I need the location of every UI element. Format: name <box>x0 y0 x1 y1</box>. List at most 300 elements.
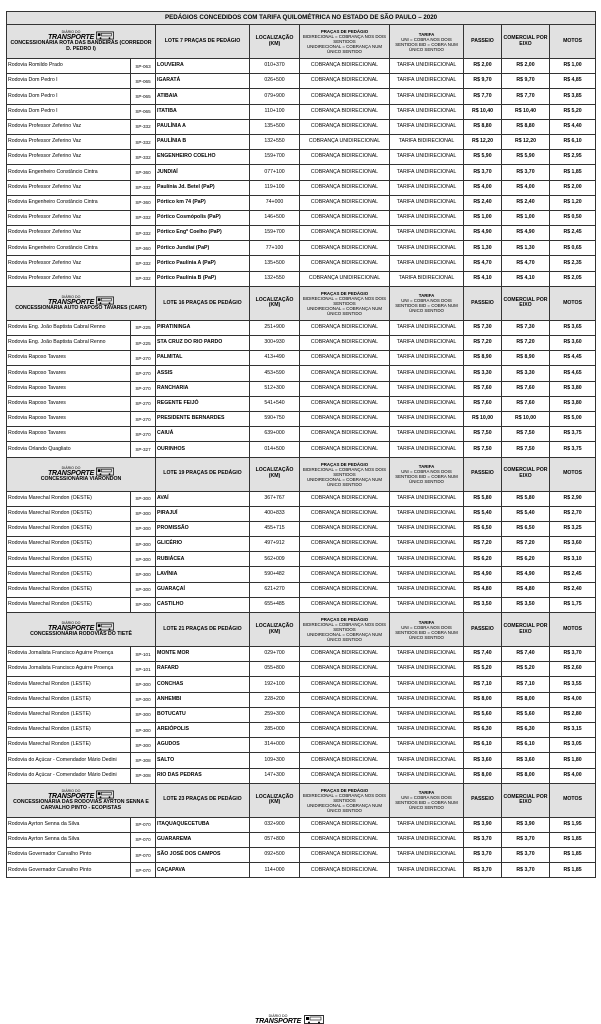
passeio-cell: R$ 4,90 <box>464 226 502 241</box>
praca-cell: PAULÍNIA B <box>156 134 250 149</box>
sp-code-cell: SP-300 <box>131 537 156 552</box>
passeio-cell: R$ 1,30 <box>464 241 502 256</box>
comercial-cell: R$ 1,00 <box>502 210 550 225</box>
motos-cell: R$ 2,90 <box>550 491 596 506</box>
table-row <box>7 427 596 442</box>
km-cell: 655+485 <box>250 597 300 612</box>
sp-code-cell: SP-332 <box>131 271 156 286</box>
comercial-header: COMERCIAL POR EIXO <box>502 613 550 647</box>
km-cell: 032+900 <box>250 817 300 832</box>
km-cell: 314+000 <box>250 738 300 753</box>
passeio-cell: R$ 3,70 <box>464 863 502 878</box>
tarifa-title: TARIFA <box>418 790 435 796</box>
title-row <box>7 12 596 25</box>
logo-line2: TRANSPORTE <box>47 34 95 42</box>
pracas-uni: UNIDIRECIONAL = COBRANÇA NUM ÚNICO SENTIDO <box>306 632 383 642</box>
passeio-cell: R$ 4,00 <box>464 180 502 195</box>
cobranca-cell: COBRANÇA BIDIRECIONAL <box>300 74 390 89</box>
tarifa-cell: TARIFA UNIDIRECIONAL <box>390 210 464 225</box>
passeio-cell: R$ 10,00 <box>464 411 502 426</box>
sp-code-cell: SP-332 <box>131 256 156 271</box>
passeio-cell: R$ 6,20 <box>464 552 502 567</box>
km-cell: 77+100 <box>250 241 300 256</box>
tarifa-cell: TARIFA UNIDIRECIONAL <box>390 74 464 89</box>
motos-cell: R$ 1,75 <box>550 597 596 612</box>
praca-cell: SÃO JOSÉ DOS CAMPOS <box>156 848 250 863</box>
motos-cell: R$ 5,00 <box>550 411 596 426</box>
rodovia-cell: Rodovia Dom Pedro I <box>7 89 131 104</box>
passeio-cell: R$ 7,40 <box>464 647 502 662</box>
tarifa-cell: TARIFA BIDIRECIONAL <box>390 134 464 149</box>
motos-cell: R$ 3,60 <box>550 336 596 351</box>
rodovia-cell: Rodovia Ayrton Senna da Silva <box>7 832 131 847</box>
cobranca-cell: COBRANÇA BIDIRECIONAL <box>300 351 390 366</box>
motos-cell: R$ 2,45 <box>550 226 596 241</box>
motos-cell: R$ 3,85 <box>550 89 596 104</box>
km-cell: 119+100 <box>250 180 300 195</box>
comercial-cell: R$ 5,80 <box>502 491 550 506</box>
pracas-uni: UNIDIRECIONAL = COBRANÇA NUM ÚNICO SENTIDO <box>306 305 383 316</box>
rodovia-cell: Rodovia Orlando Quagliato <box>7 442 131 457</box>
praca-cell: ENGENHEIRO COELHO <box>156 150 250 165</box>
cobranca-cell: COBRANÇA BIDIRECIONAL <box>300 427 390 442</box>
table-row <box>7 537 596 552</box>
km-cell: 159+700 <box>250 226 300 241</box>
comercial-cell: R$ 4,00 <box>502 180 550 195</box>
rodovia-cell: Rodovia Romildo Prado <box>7 59 131 74</box>
table-row <box>7 567 596 582</box>
motos-cell: R$ 1,85 <box>550 832 596 847</box>
passeio-cell: R$ 5,80 <box>464 491 502 506</box>
tarifa-title: TARIFA <box>418 293 435 299</box>
logo-line2: TRANSPORTE <box>255 1018 302 1024</box>
table-row <box>7 491 596 506</box>
table-row <box>7 119 596 134</box>
rodovia-cell: Rodovia Professor Zeferino Vaz <box>7 210 131 225</box>
table-row <box>7 320 596 335</box>
comercial-cell: R$ 5,90 <box>502 150 550 165</box>
motos-cell: R$ 1,85 <box>550 165 596 180</box>
table-row <box>7 832 596 847</box>
concessionaria-cell <box>7 613 156 647</box>
table-row <box>7 180 596 195</box>
passeio-cell: R$ 7,30 <box>464 320 502 335</box>
concessionaria-name: CONCESSIONÁRIA RODOVIAS DO TIETÊ <box>30 631 132 638</box>
motos-cell: R$ 2,35 <box>550 256 596 271</box>
cobranca-cell: COBRANÇA BIDIRECIONAL <box>300 180 390 195</box>
praca-cell: CASTILHO <box>156 597 250 612</box>
tarifa-cell: TARIFA UNIDIRECIONAL <box>390 256 464 271</box>
tarifa-cell: TARIFA UNIDIRECIONAL <box>390 537 464 552</box>
praca-cell: AVAÍ <box>156 491 250 506</box>
km-cell: 259+300 <box>250 707 300 722</box>
page-title: PEDÁGIOS CONCEDIDOS COM TARIFA QUILOMÉTRICA NO ESTADO DE SÃO PAULO – 2020 <box>7 12 596 25</box>
tarifa-cell: TARIFA UNIDIRECIONAL <box>390 768 464 783</box>
motos-cell: R$ 3,80 <box>550 381 596 396</box>
passeio-cell: R$ 3,50 <box>464 597 502 612</box>
comercial-cell: R$ 6,20 <box>502 552 550 567</box>
comercial-cell: R$ 3,70 <box>502 863 550 878</box>
tarifa-cell: TARIFA UNIDIRECIONAL <box>390 411 464 426</box>
cobranca-cell: COBRANÇA BIDIRECIONAL <box>300 256 390 271</box>
tarifa-title: TARIFA <box>418 31 435 37</box>
pracas-title: PRAÇAS DE PEDÁGIO <box>320 461 369 467</box>
cobranca-cell: COBRANÇA BIDIRECIONAL <box>300 165 390 180</box>
rodovia-cell: Rodovia Marechal Rondon (LESTE) <box>7 677 131 692</box>
comercial-cell: R$ 8,00 <box>502 768 550 783</box>
localizacao-header: LOCALIZAÇÃO (KM) <box>250 25 300 59</box>
rodovia-cell: Rodovia Marechal Rondon (OESTE) <box>7 506 131 521</box>
tarifa-cell: TARIFA UNIDIRECIONAL <box>390 597 464 612</box>
motos-cell: R$ 1,85 <box>550 863 596 878</box>
km-cell: 159+700 <box>250 150 300 165</box>
motos-cell: R$ 3,25 <box>550 521 596 536</box>
km-cell: 590+482 <box>250 567 300 582</box>
cobranca-cell: COBRANÇA BIDIRECIONAL <box>300 226 390 241</box>
passeio-cell: R$ 4,10 <box>464 271 502 286</box>
tarifa-cell: TARIFA UNIDIRECIONAL <box>390 59 464 74</box>
tarifa-cell: TARIFA UNIDIRECIONAL <box>390 753 464 768</box>
passeio-cell: R$ 8,90 <box>464 351 502 366</box>
km-cell: 639+000 <box>250 427 300 442</box>
praca-cell: Pórtico Cosmópolis (PaP) <box>156 210 250 225</box>
km-cell: 109+300 <box>250 753 300 768</box>
comercial-cell: R$ 3,70 <box>502 832 550 847</box>
sp-code-cell: SP-225 <box>131 320 156 335</box>
km-cell: 132+550 <box>250 134 300 149</box>
bus-icon <box>96 622 114 631</box>
table-row <box>7 662 596 677</box>
motos-cell: R$ 1,95 <box>550 817 596 832</box>
praca-cell: GLICÉRIO <box>156 537 250 552</box>
comercial-cell: R$ 3,60 <box>502 753 550 768</box>
passeio-cell: R$ 5,40 <box>464 506 502 521</box>
table-row <box>7 226 596 241</box>
passeio-cell: R$ 12,20 <box>464 134 502 149</box>
cobranca-cell: COBRANÇA BIDIRECIONAL <box>300 753 390 768</box>
cobranca-cell: COBRANÇA BIDIRECIONAL <box>300 210 390 225</box>
praca-cell: CAIUÁ <box>156 427 250 442</box>
table-row <box>7 165 596 180</box>
tarifa-desc: UNI = COBRA NOS DOIS SENTIDOS BID = COBRA NUM ÚNICO SENTIDO <box>395 469 458 484</box>
passeio-cell: R$ 4,70 <box>464 256 502 271</box>
section-header-row <box>7 783 596 817</box>
passeio-cell: R$ 7,70 <box>464 89 502 104</box>
diario-do-transporte-logo <box>255 1014 325 1024</box>
passeio-cell: R$ 7,60 <box>464 381 502 396</box>
rodovia-cell: Rodovia Professor Zeferino Vaz <box>7 271 131 286</box>
sp-code-cell: SP-270 <box>131 411 156 426</box>
cobranca-cell: COBRANÇA BIDIRECIONAL <box>300 817 390 832</box>
comercial-cell: R$ 3,70 <box>502 848 550 863</box>
km-cell: 029+700 <box>250 647 300 662</box>
sp-code-cell: SP-101 <box>131 662 156 677</box>
passeio-cell: R$ 4,90 <box>464 567 502 582</box>
comercial-cell: R$ 6,30 <box>502 722 550 737</box>
table-row <box>7 134 596 149</box>
rodovia-cell: Rodovia Engenheiro Constâncio Cintra <box>7 165 131 180</box>
tarifa-cell: TARIFA UNIDIRECIONAL <box>390 180 464 195</box>
sp-code-cell: SP-065 <box>131 104 156 119</box>
km-cell: 621+270 <box>250 582 300 597</box>
praca-cell: BOTUCATU <box>156 707 250 722</box>
passeio-cell: R$ 5,90 <box>464 150 502 165</box>
comercial-cell: R$ 4,10 <box>502 271 550 286</box>
motos-header: MOTOS <box>550 25 596 59</box>
logo-line1: DIÁRIO DO <box>61 789 81 794</box>
tarifa-cell: TARIFA UNIDIRECIONAL <box>390 427 464 442</box>
sp-code-cell: SP-308 <box>131 768 156 783</box>
passeio-cell: R$ 3,90 <box>464 817 502 832</box>
comercial-cell: R$ 7,70 <box>502 89 550 104</box>
rodovia-cell: Rodovia Marechal Rondon (LESTE) <box>7 722 131 737</box>
tarifa-cell: TARIFA UNIDIRECIONAL <box>390 104 464 119</box>
motos-cell: R$ 1,00 <box>550 59 596 74</box>
localizacao-header: LOCALIZAÇÃO (KM) <box>250 286 300 320</box>
motos-cell: R$ 4,45 <box>550 351 596 366</box>
pracas-header <box>300 613 390 647</box>
passeio-cell: R$ 3,70 <box>464 832 502 847</box>
cobranca-cell: COBRANÇA BIDIRECIONAL <box>300 537 390 552</box>
tarifa-cell: TARIFA UNIDIRECIONAL <box>390 241 464 256</box>
comercial-cell: R$ 4,90 <box>502 567 550 582</box>
table-row <box>7 863 596 878</box>
table-row <box>7 195 596 210</box>
cobranca-cell: COBRANÇA BIDIRECIONAL <box>300 722 390 737</box>
motos-header: MOTOS <box>550 286 596 320</box>
passeio-cell: R$ 3,70 <box>464 165 502 180</box>
cobranca-cell: COBRANÇA UNIDIRECIONAL <box>300 271 390 286</box>
table-row <box>7 768 596 783</box>
rodovia-cell: Rodovia Governador Carvalho Pinto <box>7 848 131 863</box>
rodovia-cell: Rodovia Raposo Tavares <box>7 381 131 396</box>
km-cell: 132+550 <box>250 271 300 286</box>
localizacao-header: LOCALIZAÇÃO (KM) <box>250 613 300 647</box>
toll-table <box>6 11 596 878</box>
km-cell: 455+715 <box>250 521 300 536</box>
localizacao-header: LOCALIZAÇÃO (KM) <box>250 457 300 491</box>
comercial-cell: R$ 3,70 <box>502 165 550 180</box>
tarifa-cell: TARIFA UNIDIRECIONAL <box>390 150 464 165</box>
table-row <box>7 442 596 457</box>
rodovia-cell: Rodovia Jornalista Francisco Aguirre Proença <box>7 647 131 662</box>
rodovia-cell: Rodovia Professor Zeferino Vaz <box>7 256 131 271</box>
concessionaria-name: CONCESSIONÁRIA AUTO RAPOSO TAVARES (CART) <box>15 305 147 312</box>
tarifa-desc: UNI = COBRA NOS DOIS SENTIDOS BID = COBRA NUM ÚNICO SENTIDO <box>395 298 458 314</box>
cobranca-cell: COBRANÇA BIDIRECIONAL <box>300 150 390 165</box>
rodovia-cell: Rodovia Eng. João Baptista Cabral Renno <box>7 336 131 351</box>
praca-cell: OURINHOS <box>156 442 250 457</box>
praca-cell: RANCHARIA <box>156 381 250 396</box>
cobranca-cell: COBRANÇA BIDIRECIONAL <box>300 411 390 426</box>
sp-code-cell: SP-300 <box>131 707 156 722</box>
lote-header: LOTE 19 PRAÇAS DE PEDÁGIO <box>156 457 250 491</box>
km-cell: 497+912 <box>250 537 300 552</box>
sp-code-cell: SP-300 <box>131 582 156 597</box>
praca-cell: CAÇAPAVA <box>156 863 250 878</box>
pracas-header <box>300 457 390 491</box>
sp-code-cell: SP-360 <box>131 195 156 210</box>
comercial-cell: R$ 10,40 <box>502 104 550 119</box>
km-cell: 010+370 <box>250 59 300 74</box>
motos-cell: R$ 1,85 <box>550 848 596 863</box>
motos-cell: R$ 3,65 <box>550 320 596 335</box>
sp-code-cell: SP-063 <box>131 59 156 74</box>
pracas-bi: BIDIRECIONAL = COBRANÇA NOS DOIS SENTIDOS <box>302 34 387 44</box>
footer-logo <box>255 1004 325 1024</box>
sp-code-cell: SP-300 <box>131 677 156 692</box>
tarifa-cell: TARIFA UNIDIRECIONAL <box>390 320 464 335</box>
comercial-cell: R$ 7,60 <box>502 396 550 411</box>
rodovia-cell: Rodovia Professor Zeferino Vaz <box>7 134 131 149</box>
lote-header: LOTE 21 PRAÇAS DE PEDÁGIO <box>156 613 250 647</box>
section-header-row <box>7 286 596 320</box>
tarifa-cell: TARIFA UNIDIRECIONAL <box>390 506 464 521</box>
passeio-cell: R$ 7,10 <box>464 677 502 692</box>
cobranca-cell: COBRANÇA BIDIRECIONAL <box>300 521 390 536</box>
motos-cell: R$ 3,05 <box>550 738 596 753</box>
rodovia-cell: Rodovia Governador Carvalho Pinto <box>7 863 131 878</box>
praca-cell: PIRATININGA <box>156 320 250 335</box>
logo-line1: DIÁRIO DO <box>61 30 81 35</box>
table-row <box>7 74 596 89</box>
km-cell: 541+540 <box>250 396 300 411</box>
pracas-uni: UNIDIRECIONAL = COBRANÇA NUM ÚNICO SENTIDO <box>306 44 383 54</box>
praca-cell: ATIBAIA <box>156 89 250 104</box>
cobranca-cell: COBRANÇA BIDIRECIONAL <box>300 506 390 521</box>
rodovia-cell: Rodovia Marechal Rondon (OESTE) <box>7 582 131 597</box>
praca-cell: REGENTE FEIJÓ <box>156 396 250 411</box>
comercial-header: COMERCIAL POR EIXO <box>502 286 550 320</box>
tarifa-cell: TARIFA UNIDIRECIONAL <box>390 662 464 677</box>
concessionaria-cell <box>7 783 156 817</box>
section-header-row <box>7 25 596 59</box>
motos-cell: R$ 2,45 <box>550 567 596 582</box>
sp-code-cell: SP-270 <box>131 351 156 366</box>
rodovia-cell: Rodovia Marechal Rondon (LESTE) <box>7 707 131 722</box>
rodovia-cell: Rodovia do Açúcar - Comendador Mário Dedini <box>7 753 131 768</box>
motos-cell: R$ 2,05 <box>550 271 596 286</box>
pracas-uni: UNIDIRECIONAL = COBRANÇA NUM ÚNICO SENTIDO <box>306 476 383 487</box>
lote-header: LOTE 7 PRAÇAS DE PEDÁGIO <box>156 25 250 59</box>
sp-code-cell: SP-300 <box>131 722 156 737</box>
bus-icon <box>96 296 114 305</box>
table-row <box>7 366 596 381</box>
table-row <box>7 271 596 286</box>
tarifa-desc: UNI = COBRA NOS DOIS SENTIDOS BID = COBRA NUM ÚNICO SENTIDO <box>395 36 458 52</box>
tarifa-header <box>390 457 464 491</box>
cobranca-cell: COBRANÇA BIDIRECIONAL <box>300 848 390 863</box>
cobranca-cell: COBRANÇA BIDIRECIONAL <box>300 707 390 722</box>
cobranca-cell: COBRANÇA BIDIRECIONAL <box>300 320 390 335</box>
pracas-title: PRAÇAS DE PEDÁGIO <box>320 29 369 34</box>
table-row <box>7 692 596 707</box>
sp-code-cell: SP-300 <box>131 692 156 707</box>
motos-cell: R$ 3,75 <box>550 442 596 457</box>
table-row <box>7 241 596 256</box>
sp-code-cell: SP-308 <box>131 753 156 768</box>
table-row <box>7 521 596 536</box>
cobranca-cell: COBRANÇA UNIDIRECIONAL <box>300 134 390 149</box>
sp-code-cell: SP-360 <box>131 165 156 180</box>
section-header-row <box>7 613 596 647</box>
praca-cell: GUARAREMA <box>156 832 250 847</box>
motos-cell: R$ 1,80 <box>550 753 596 768</box>
rodovia-cell: Rodovia Dom Pedro I <box>7 74 131 89</box>
sp-code-cell: SP-270 <box>131 396 156 411</box>
motos-cell: R$ 0,50 <box>550 210 596 225</box>
tarifa-cell: TARIFA UNIDIRECIONAL <box>390 366 464 381</box>
km-cell: 512+300 <box>250 381 300 396</box>
bus-icon <box>96 467 114 476</box>
bus-icon <box>96 790 114 799</box>
comercial-cell: R$ 7,60 <box>502 381 550 396</box>
km-cell: 413+490 <box>250 351 300 366</box>
motos-cell: R$ 3,75 <box>550 427 596 442</box>
praca-cell: RUBIÁCEA <box>156 552 250 567</box>
logo-line2: TRANSPORTE <box>47 625 95 633</box>
praca-cell: Pórtico Paulínia A (PaP) <box>156 256 250 271</box>
logo-line2: TRANSPORTE <box>47 469 95 477</box>
praca-cell: ITATIBA <box>156 104 250 119</box>
praca-cell: PROMISSÃO <box>156 521 250 536</box>
rodovia-cell: Rodovia Professor Zeferino Vaz <box>7 226 131 241</box>
motos-cell: R$ 5,20 <box>550 104 596 119</box>
tarifa-header <box>390 783 464 817</box>
table-row <box>7 256 596 271</box>
rodovia-cell: Rodovia Raposo Tavares <box>7 427 131 442</box>
rodovia-cell: Rodovia Eng. João Baptista Cabral Renno <box>7 320 131 335</box>
praca-cell: MONTE MOR <box>156 647 250 662</box>
passeio-cell: R$ 7,60 <box>464 396 502 411</box>
passeio-cell: R$ 6,30 <box>464 722 502 737</box>
passeio-header: PASSEIO <box>464 613 502 647</box>
pracas-title: PRAÇAS DE PEDÁGIO <box>320 290 369 296</box>
table-row <box>7 677 596 692</box>
motos-header: MOTOS <box>550 783 596 817</box>
table-row <box>7 336 596 351</box>
table-row <box>7 753 596 768</box>
tarifa-cell: TARIFA UNIDIRECIONAL <box>390 552 464 567</box>
sp-code-cell: SP-065 <box>131 89 156 104</box>
tarifa-header <box>390 286 464 320</box>
tarifa-cell: TARIFA UNIDIRECIONAL <box>390 817 464 832</box>
tarifa-cell: TARIFA UNIDIRECIONAL <box>390 336 464 351</box>
cobranca-cell: COBRANÇA BIDIRECIONAL <box>300 582 390 597</box>
logo-line1: DIÁRIO DO <box>61 621 81 626</box>
praca-cell: CONCHAS <box>156 677 250 692</box>
sp-code-cell: SP-065 <box>131 74 156 89</box>
motos-header: MOTOS <box>550 457 596 491</box>
pracas-bi: BIDIRECIONAL = COBRANÇA NOS DOIS SENTIDOS <box>302 466 387 477</box>
rodovia-cell: Rodovia Engenheiro Constâncio Cintra <box>7 195 131 210</box>
tarifa-header <box>390 613 464 647</box>
pracas-title: PRAÇAS DE PEDÁGIO <box>320 787 369 793</box>
table-row <box>7 817 596 832</box>
km-cell: 110+100 <box>250 104 300 119</box>
rodovia-cell: Rodovia Marechal Rondon (OESTE) <box>7 521 131 536</box>
pracas-bi: BIDIRECIONAL = COBRANÇA NOS DOIS SENTIDOS <box>302 622 387 632</box>
rodovia-cell: Rodovia Professor Zeferino Vaz <box>7 180 131 195</box>
comercial-header: COMERCIAL POR EIXO <box>502 457 550 491</box>
sp-code-cell: SP-360 <box>131 241 156 256</box>
rodovia-cell: Rodovia Dom Pedro I <box>7 104 131 119</box>
logo-line2: TRANSPORTE <box>47 793 95 801</box>
comercial-cell: R$ 10,00 <box>502 411 550 426</box>
tarifa-cell: TARIFA UNIDIRECIONAL <box>390 396 464 411</box>
motos-header: MOTOS <box>550 613 596 647</box>
tarifa-cell: TARIFA UNIDIRECIONAL <box>390 381 464 396</box>
